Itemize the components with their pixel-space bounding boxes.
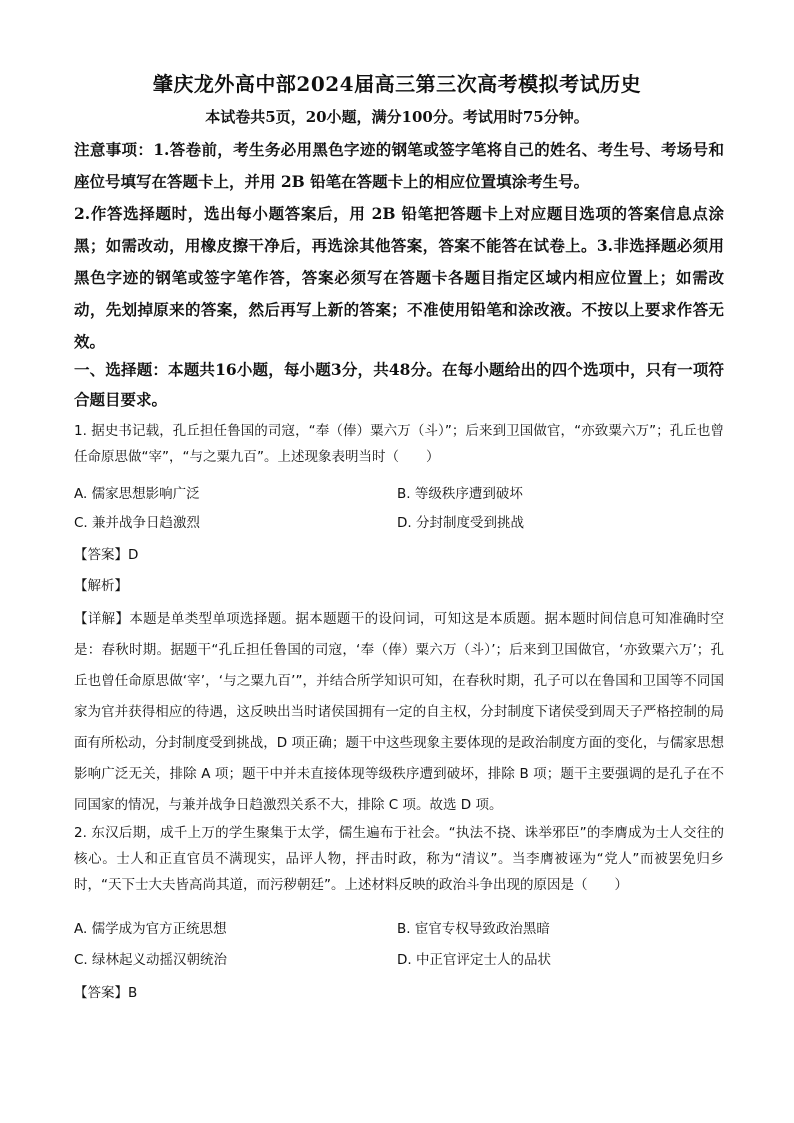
question-2-option-b: B. 宦官专权导致政治黑暗 xyxy=(397,921,550,937)
question-1-analysis-label: 【解析】 xyxy=(74,578,128,594)
question-1-detail: 【详解】本题是单类型单项选择题。据本题题干的设问词，可知这是本质题。据本题时间信息可知准确时空是：春秋时期。据题干“孔丘担任鲁国的司寇，‘奉（俸）粟六万（斗）’；后来到卫国做官，‘亦致粟六万’；孔丘也曾任命原思做‘宰’，‘与之粟九百’”，并结合所学知识可知，在春秋时期，孔子可以在鲁国和卫国等不同国家为官并获得相应的待遇，这反映出当时诸侯国拥有一定的自主权，分封制度下诸侯受到周天子严格控制的局面有所松动，分封制度受到挑战，D 项正确；题干中这些现象主要体现的是政治制度方面的变化，与儒家思想影响广泛无关，排除 A 项；题干中并未直接体现等级秩序遭到破坏，排除 B 项；题干主要强调的是孔子在不同国家的情况，与兼并战争日趋激烈关系不大，排除 C 项。故选 D 项。 xyxy=(74,611,724,813)
question-1-option-c: C. 兼并战争日趋激烈 xyxy=(74,515,201,531)
answer-label: 【答案】 xyxy=(74,547,128,563)
question-1-stem: 1. 据史书记载，孔丘担任鲁国的司寇，“奉（俸）粟六万（斗）”；后来到卫国做官，“亦致粟六万”；孔丘也曾任命原思做“宰”，“与之粟九百”。上述现象表明当时（ ） xyxy=(74,423,724,465)
answer-value: B xyxy=(128,985,138,1001)
question-1-option-d: D. 分封制度受到挑战 xyxy=(397,515,524,531)
page-title: 肇庆龙外高中部2024届高三第三次高考模拟考试历史 xyxy=(152,72,642,96)
question-2-option-d: D. 中正官评定士人的品状 xyxy=(397,952,551,968)
answer-label: 【答案】 xyxy=(74,985,128,1001)
answer-value: D xyxy=(128,547,139,563)
question-1-option-b: B. 等级秩序遭到破坏 xyxy=(397,486,523,502)
notice-paragraph-2: 2.作答选择题时，选出每小题答案后，用 2B 铅笔把答题卡上对应题目选项的答案信息点涂黑；如需改动，用橡皮擦干净后，再选涂其他答案，答案不能答在试卷上。3.非选择题必须用黑色字迹的钢笔或签字笔作答，答案必须写在答题卡各题目指定区域内相应位置上；如需改动，先划掉原来的答案，然后再写上新的答案；不准使用铅笔和涂改液。不按以上要求作答无效。 xyxy=(74,204,724,351)
question-2-option-c: C. 绿林起义动摇汉朝统治 xyxy=(74,952,228,968)
question-1-option-a: A. 儒家思想影响广泛 xyxy=(74,486,200,502)
question-2-answer xyxy=(74,980,137,1006)
question-1-answer xyxy=(74,542,138,568)
notice-paragraph-1: 注意事项：1.答卷前，考生务必用黑色字迹的钢笔或签字笔将自己的姓名、考生号、考场号和座位号填写在答题卡上，并用 2B 铅笔在答题卡上的相应位置填涂考生号。 xyxy=(74,140,724,191)
section-heading: 一、选择题：本题共16小题，每小题3分，共48分。在每小题给出的四个选项中，只有一项符合题目要求。 xyxy=(74,360,724,409)
exam-info: 本试卷共5页，20小题，满分100分。考试用时75分钟。 xyxy=(205,108,589,126)
question-2-option-a: A. 儒学成为官方正统思想 xyxy=(74,921,227,937)
question-2-stem: 2. 东汉后期，成千上万的学生聚集于太学，儒生遍布于社会。“执法不挠、诛举邪臣”的李膺成为士人交往的核心。士人和正直官员不满现实，品评人物，抨击时政，称为“清议”。当李膺被诬为“党人”而被罢免归乡时，“天下士大夫皆高尚其道，而污秽朝廷”。上述材料反映的政治斗争出现的原因是（ ） xyxy=(74,825,724,893)
